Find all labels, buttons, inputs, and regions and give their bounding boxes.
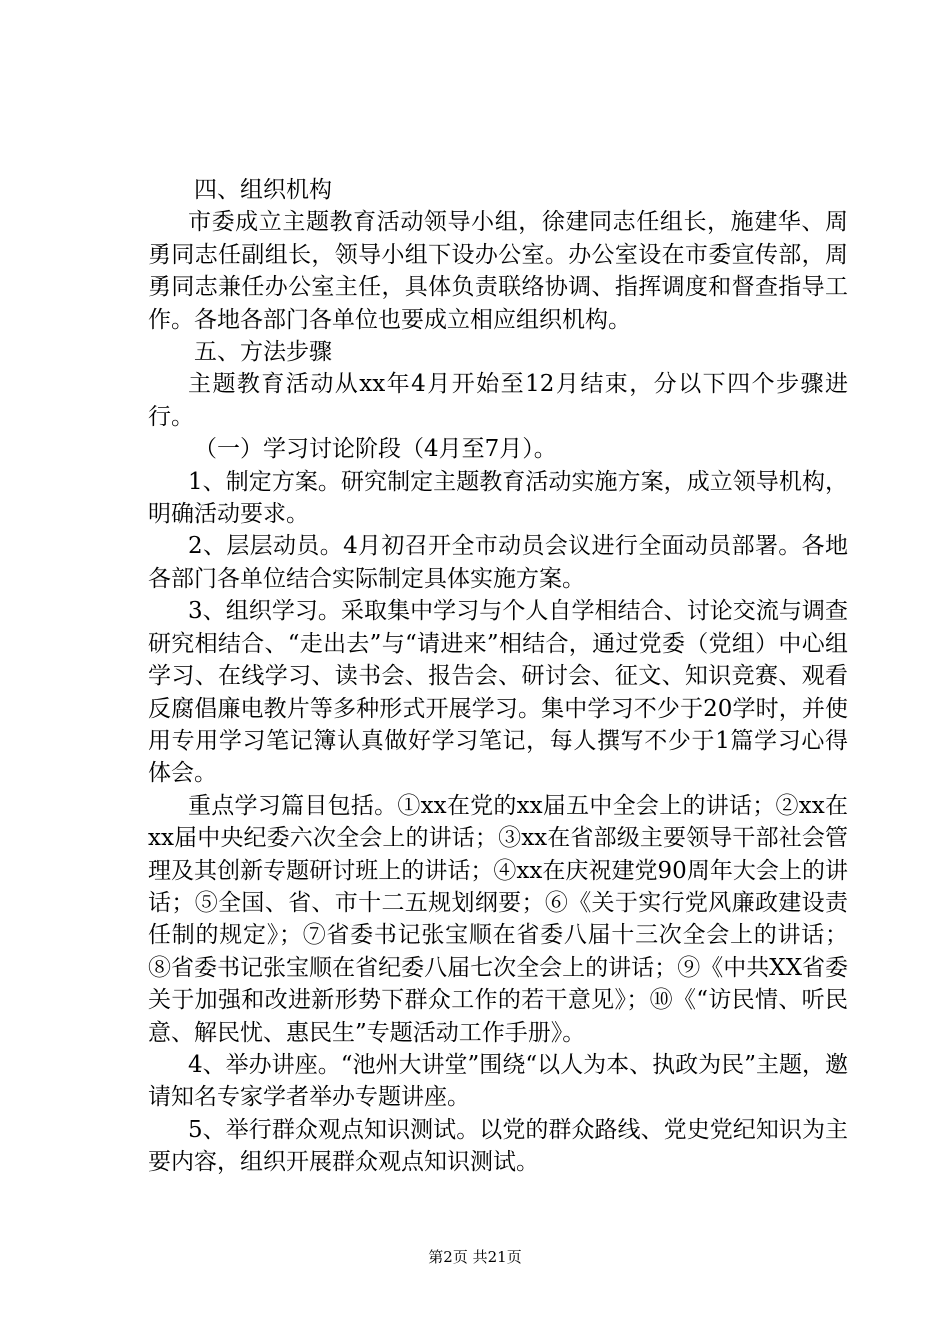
paragraph-step-study: 3、组织学习。采取集中学习与个人自学相结合、讨论交流与调查研究相结合、“走出去”与“请进来”相结合，通过党委（党组）中心组学习、在线学习、读书会、报告会、研讨会、征文、知识竞赛、观看反腐倡廉电教片等多种形式开展学习。集中学习不少于20学时，并使用专用学习笔记簿认真做好学习笔记，每人撰写不少于1篇学习心得体会。 (148, 598, 848, 787)
section-heading-organization: 四、组织机构 (194, 177, 332, 203)
subsection-heading-study-phase: （一）学习讨论阶段（4月至7月）。 (194, 436, 557, 463)
document-body (148, 174, 848, 1179)
paragraph-step-lectures: 4、举办讲座。“池州大讲堂”围绕“以人为本、执政为民”主题，邀请知名专家学者举办专题讲座。 (148, 1051, 848, 1111)
paragraph-method-overview: 主题教育活动从xx年4月开始至12月结束，分以下四个步骤进行。 (148, 371, 848, 430)
paragraph-step-test: 5、举行群众观点知识测试。以党的群众路线、党史党纪知识为主要内容，组织开展群众观点知识测试。 (148, 1116, 848, 1176)
paragraph-step-mobilize: 2、层层动员。4月初召开全市动员会议进行全面动员部署。各地各部门各单位结合实际制定具体实施方案。 (148, 533, 848, 592)
paragraph-organization: 市委成立主题教育活动领导小组，徐建同志任组长，施建华、周勇同志任副组长，领导小组下设办公室。办公室设在市委宣传部，周勇同志兼任办公室主任，具体负责联络协调、指挥调度和督查指导工作。各地各部门各单位也要成立相应组织机构。 (148, 209, 848, 333)
paragraph-key-readings: 重点学习篇目包括。①xx在党的xx届五中全会上的讲话；②xx在xx届中央纪委六次全会上的讲话；③xx在省部级主要领导干部社会管理及其创新专题研讨班上的讲话；④xx在庆祝建党90周年大会上的讲话；⑤全国、省、市十二五规划纲要；⑥《关于实行党风廉政建设责任制的规定》；⑦省委书记张宝顺在省委八届十三次全会上的讲话；⑧省委书记张宝顺在省纪委八届七次全会上的讲话；⑨《中共XX省委关于加强和改进新形势下群众工作的若干意见》；⑩《“访民情、听民意、解民忧、惠民生”专题活动工作手册》。 (148, 792, 848, 1046)
paragraph-step-plan: 1、制定方案。研究制定主题教育活动实施方案，成立领导机构，明确活动要求。 (148, 468, 848, 528)
section-heading-method-steps: 五、方法步骤 (194, 339, 332, 366)
page-number-footer: 第2页 共21页 (428, 1248, 522, 1266)
